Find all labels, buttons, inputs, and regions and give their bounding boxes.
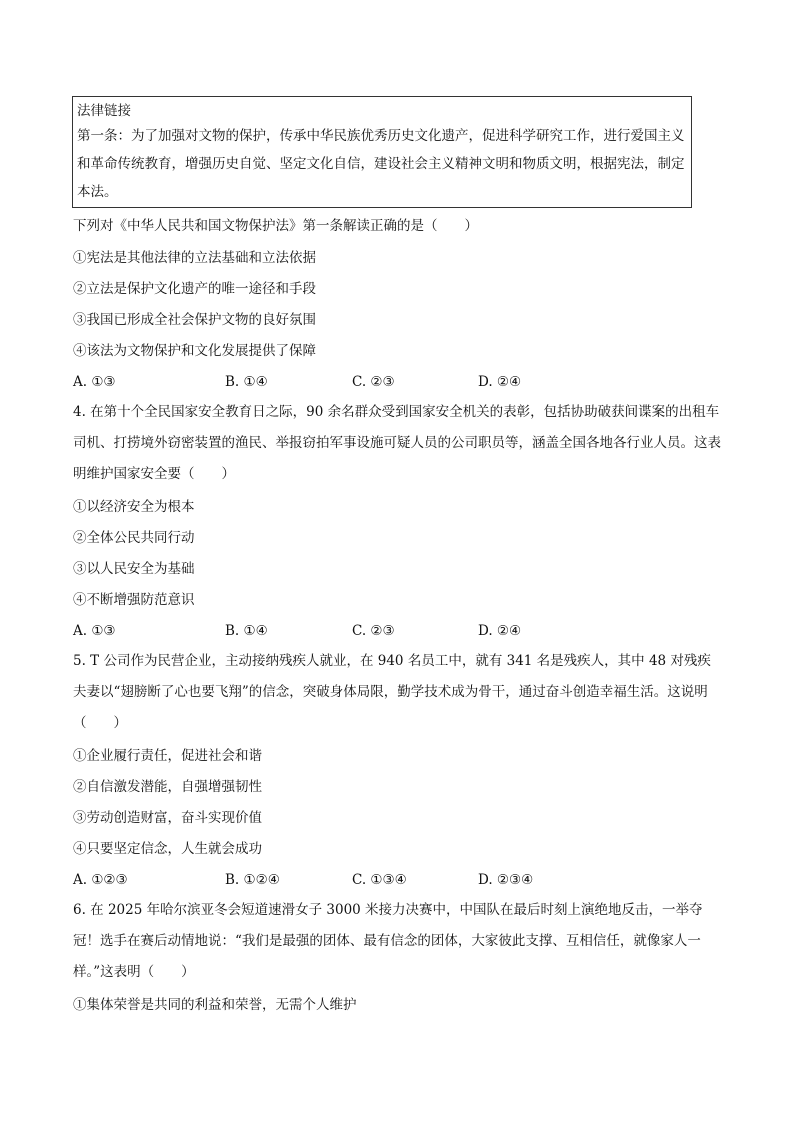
legal-link-box <box>72 96 692 208</box>
q6-item-1: ①集体荣誉是共同的利益和荣誉，无需个人维护 <box>73 997 357 1013</box>
q4-item-4: ④不断增强防范意识 <box>73 592 195 608</box>
q5-item-3: ③劳动创造财富，奋斗实现价值 <box>73 810 262 826</box>
q5-options <box>73 870 673 890</box>
q5-item-2: ②自信激发潜能，自强增强韧性 <box>73 779 262 795</box>
q3-option-d: D. ②④ <box>478 374 522 390</box>
q5-item-4: ④只要坚定信念，人生就会成功 <box>73 841 262 857</box>
q3-stem: 下列对《中华人民共和国文物保护法》第一条解读正确的是（ ） <box>73 218 478 234</box>
q3-option-c: C. ②③ <box>352 374 395 390</box>
legal-box-title: 法律链接 <box>77 103 131 119</box>
q5-item-1: ①企业履行责任，促进社会和谐 <box>73 748 262 764</box>
q5-option-a: A. ①②③ <box>73 872 128 888</box>
q4-item-3: ③以人民安全为基础 <box>73 561 195 577</box>
q4-options <box>73 621 673 641</box>
q4-item-2: ②全体公民共同行动 <box>73 530 195 546</box>
q5-option-b: B. ①②④ <box>225 872 280 888</box>
q4-option-d: D. ②④ <box>478 623 522 639</box>
q5-stem: 5. T 公司作为民营企业，主动接纳残疾人就业，在 940 名员工中，就有 341 名是残疾人，其中 48 对残疾夫妻以“翅膀断了心也要飞翔”的信念，突破身体局限，勤学技术成为骨干，通过奋斗创造幸福生活。这说明（ ） <box>73 653 711 731</box>
q3-option-a: A. ①③ <box>73 374 116 390</box>
q4-item-1: ①以经济安全为根本 <box>73 499 195 515</box>
q6-stem: 6. 在 2025 年哈尔滨亚冬会短道速滑女子 3000 米接力决赛中，中国队在最后时刻上演绝地反击，一举夺冠！选手在赛后动情地说：“我们是最强的团体、最有信念的团体，大家彼此支撑、互相信任，就像家人一样。”这表明（ ） <box>73 902 703 980</box>
q5-option-c: C. ①③④ <box>352 872 407 888</box>
q4-option-a: A. ①③ <box>73 623 116 639</box>
q4-option-b: B. ①④ <box>225 623 268 639</box>
q5-option-d: D. ②③④ <box>478 872 534 888</box>
q3-options <box>73 372 673 392</box>
legal-box-text: 第一条：为了加强对文物的保护，传承中华民族优秀历史文化遗产，促进科学研究工作，进行爱国主义和革命传统教育，增强历史自觉、坚定文化自信，建设社会主义精神文明和物质文明，根据宪法，制定本法。 <box>77 128 685 200</box>
q3-option-b: B. ①④ <box>225 374 268 390</box>
q3-item-2: ②立法是保护文化遗产的唯一途径和手段 <box>73 281 316 297</box>
q3-item-1: ①宪法是其他法律的立法基础和立法依据 <box>73 250 316 266</box>
q4-stem: 4. 在第十个全民国家安全教育日之际，90 余名群众受到国家安全机关的表彰，包括协助破获间谍案的出租车司机、打捞境外窃密装置的渔民、举报窃拍军事设施可疑人员的公司职员等，涵盖全国各地各行业人员。这表明维护国家安全要（ ） <box>73 404 721 482</box>
q3-item-3: ③我国已形成全社会保护文物的良好氛围 <box>73 312 316 328</box>
q3-item-4: ④该法为文物保护和文化发展提供了保障 <box>73 343 316 359</box>
q4-option-c: C. ②③ <box>352 623 395 639</box>
